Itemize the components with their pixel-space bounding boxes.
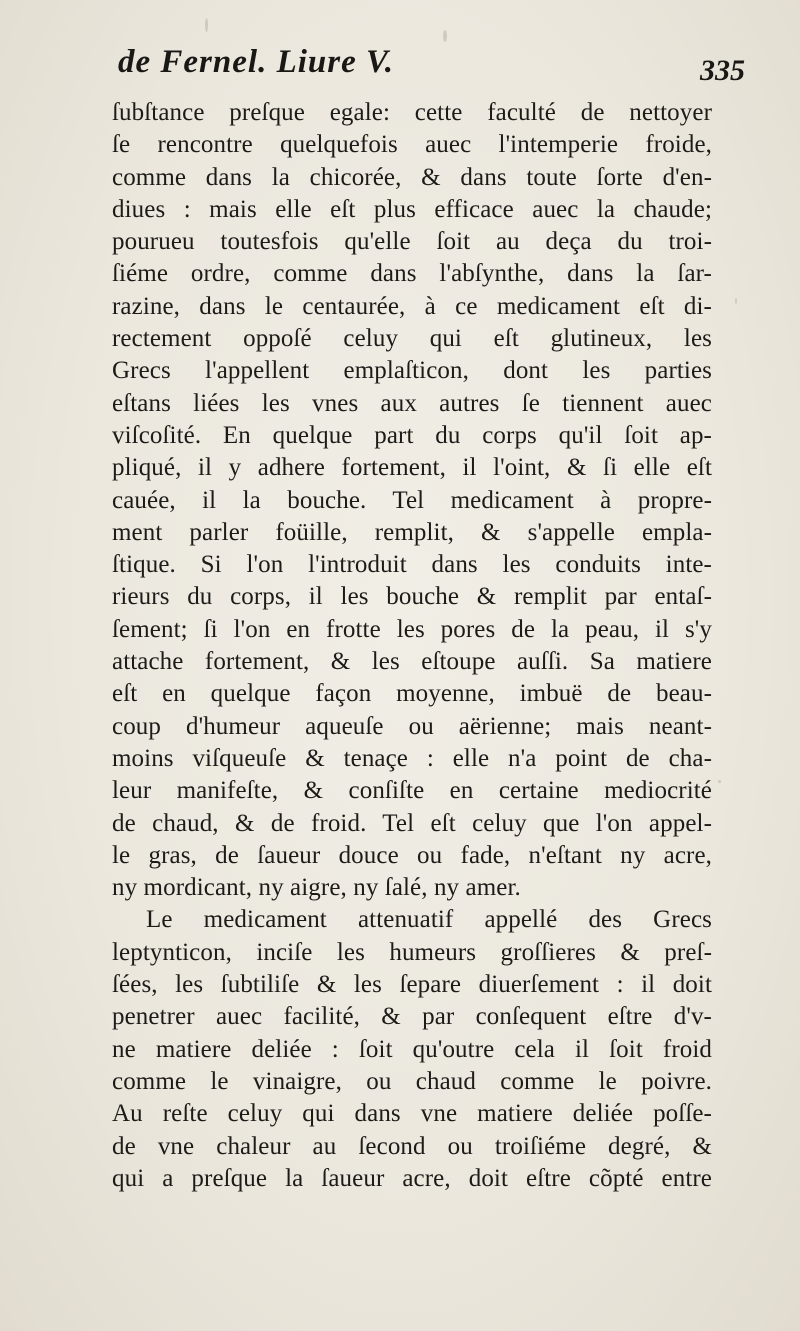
text-line: attache fortement, & les eſtoupe auſſi. Sa matiere bbox=[112, 648, 712, 676]
paper-speck bbox=[718, 780, 721, 783]
text-line: qui a preſque la ſaueur acre, doit eſtre cõpté entre bbox=[112, 1164, 712, 1192]
paper-speck bbox=[205, 18, 208, 32]
text-line: rectement oppoſé celuy qui eſt glutineux, les bbox=[112, 325, 712, 353]
paper-speck bbox=[443, 30, 447, 42]
text-line: moins viſqueuſe & tenaçe : elle n'a point de cha- bbox=[112, 744, 712, 772]
body-text bbox=[112, 97, 712, 1195]
running-title: de Fernel. Liure V. bbox=[118, 44, 394, 80]
text-line: comme dans la chicorée, & dans toute ſorte d'en- bbox=[112, 163, 712, 191]
text-line: Au reſte celuy qui dans vne matiere deliée poſſe- bbox=[112, 1100, 712, 1128]
text-line: le gras, de ſaueur douce ou fade, n'eſtant ny acre, bbox=[112, 841, 712, 869]
text-line: diues : mais elle eſt plus efficace auec la chaude; bbox=[112, 195, 712, 223]
text-line: pourueu toutesfois qu'elle ſoit au deça du troi- bbox=[112, 228, 712, 256]
text-line: ny mordicant, ny aigre, ny ſalé, ny amer. bbox=[112, 874, 521, 902]
text-line: eſt en quelque façon moyenne, imbuë de beau- bbox=[112, 680, 712, 708]
text-line: pliqué, il y adhere fortement, il l'oint, & ſi elle eſt bbox=[112, 454, 712, 482]
text-line: viſcoſité. En quelque part du corps qu'il ſoit ap- bbox=[112, 421, 712, 449]
text-line: rieurs du corps, il les bouche & remplit par entaſ- bbox=[112, 583, 712, 611]
text-line: Grecs l'appellent emplaſticon, dont les parties bbox=[112, 357, 712, 385]
text-line: razine, dans le centaurée, à ce medicament eſt di- bbox=[112, 292, 712, 320]
text-line: ſées, les ſubtiliſe & les ſepare diuerſement : il doit bbox=[112, 971, 712, 999]
text-line: leptynticon, inciſe les humeurs groſſieres & preſ- bbox=[112, 938, 712, 966]
text-line: coup d'humeur aqueuſe ou aërienne; mais neant- bbox=[112, 712, 712, 740]
text-line: ſubſtance preſque egale: cette faculté de nettoyer bbox=[112, 99, 712, 126]
text-line: ſement; ſi l'on en frotte les pores de la peau, il s'y bbox=[112, 615, 712, 643]
paper-speck bbox=[735, 298, 737, 304]
text-line: comme le vinaigre, ou chaud comme le poivre. bbox=[112, 1067, 712, 1095]
page-header bbox=[0, 44, 800, 96]
page-number: 335 bbox=[700, 54, 745, 87]
text-line: de vne chaleur au ſecond ou troiſiéme degré, & bbox=[112, 1132, 712, 1160]
text-line: de chaud, & de froid. Tel eſt celuy que l'on appel- bbox=[112, 809, 712, 837]
text-line: cauée, il la bouche. Tel medicament à propre- bbox=[112, 486, 712, 514]
text-line: leur manifeſte, & conſiſte en certaine mediocrité bbox=[112, 777, 712, 805]
text-line: ſiéme ordre, comme dans l'abſynthe, dans la ſar- bbox=[112, 260, 712, 288]
text-line: Le medicament attenuatif appellé des Grecs bbox=[146, 906, 712, 934]
text-line: ment parler foüille, remplit, & s'appelle empla- bbox=[112, 518, 712, 546]
text-line: eſtans liées les vnes aux autres ſe tiennent auec bbox=[112, 389, 712, 417]
text-line: penetrer auec facilité, & par conſequent eſtre d'v- bbox=[112, 1003, 712, 1031]
text-line: ſe rencontre quelquefois auec l'intemperie froide, bbox=[112, 131, 712, 159]
text-line: ne matiere deliée : ſoit qu'outre cela il ſoit froid bbox=[112, 1035, 712, 1063]
text-line: ſtique. Si l'on l'introduit dans les conduits inte- bbox=[112, 551, 712, 579]
